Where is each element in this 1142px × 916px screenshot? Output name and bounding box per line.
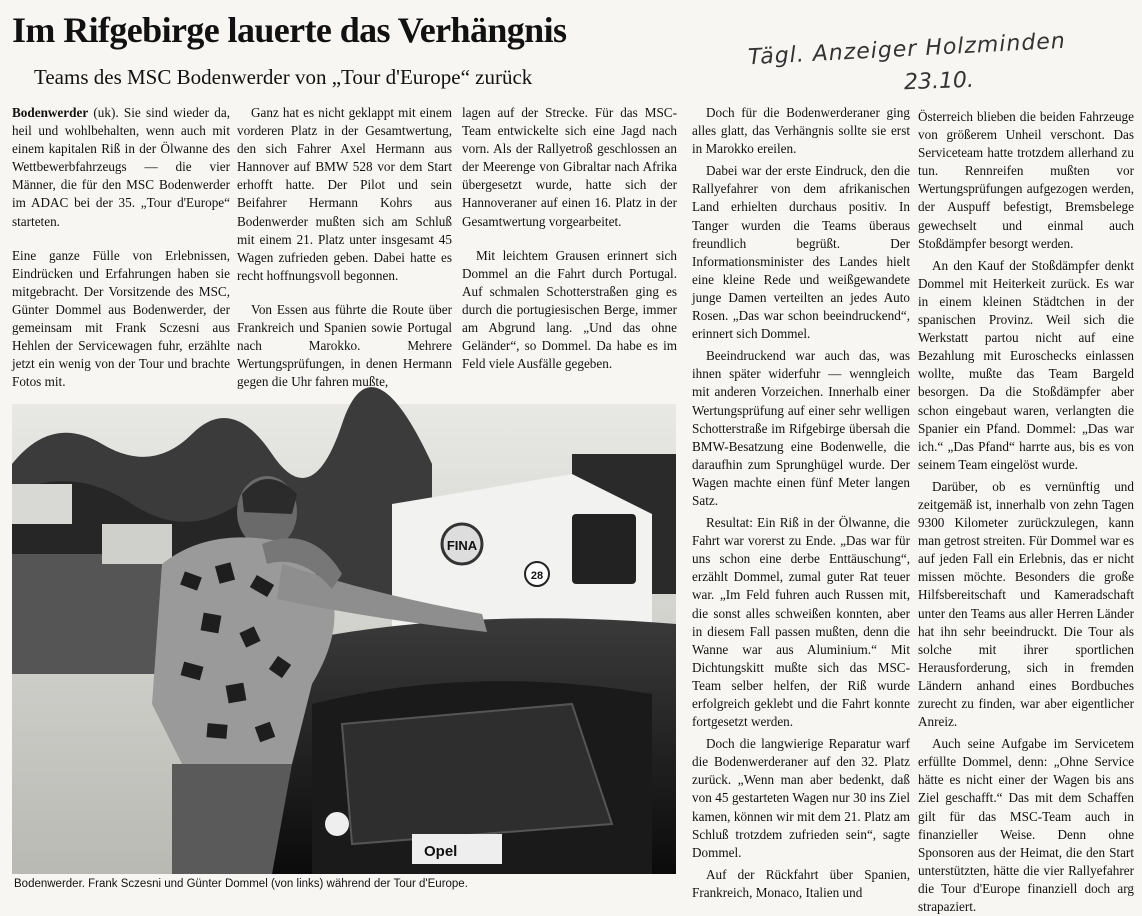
- paragraph: Österreich blieben die beiden Fahrzeuge von größerem Unheil verschont. Das Serviceteam hatte trotzdem allerhand zu tun. Rennreifen mußten vor Wertungsprüfungen aufgezogen werden, der Auspuff befestigt, Bremsbelege gewechselt und einmal auch Stoßdämpfer besorgt werden.: [918, 109, 1134, 251]
- paragraph: Auch seine Aufgabe im Servicetem erfüllte Dommel, denn: „Ohne Service hätte es nicht einer der Wagen bis ans Ziel geschafft.“ Das mit dem Schaffen gilt für das MSC-Team auch in finanzieller Weise. Denn ohne Sponsoren aus der Heimat, die den Start unterstützten, hätte die vier Rallyefahrer die Tour d'Europe finanziell doch arg strapaziert.: [918, 736, 1134, 915]
- column-5: [918, 108, 1134, 915]
- paragraph: Ganz hat es nicht geklappt mit einem vorderen Platz in der Gesamtwertung, den sich Fahrer Axel Hermann aus Hannover auf BMW 528 vor dem Start erhofft hatte. Der Pilot und sein Beifahrer Hermann Kohrs aus Bodenwerder mußten sich am Schluß mit einem 21. Platz unter insgesamt 45 Wagen zufrieden geben. Dabei hatte es recht hoffnungsvoll begonnen.: [237, 105, 452, 283]
- photo-illustration: [12, 404, 676, 874]
- photo-caption: Bodenwerder. Frank Sczesni und Günter Dommel (von links) während der Tour d'Europe.: [14, 878, 468, 890]
- car-sponsor-text: FINA: [446, 538, 478, 553]
- paragraph: Darüber, ob es vernünftig und zeitgemäß ist, innerhalb von zehn Tagen 9300 Kilometer zurückzulegen, kann man getrost streiten. Für Dommel war es auf jeden Fall ein Erlebnis, das er nicht missen möchte. Besonders die große Hilfsbereitschaft und Kameradschaft unter den Teams aus aller Herren Länder hat ihn sehr beeindruckt. Die Tour als solche mit ihrer sportlichen Herausforderung, sich in fremden Ländern anhand eines Bordbuches zurecht zu finden, war aber eigentlicher Anreiz.: [918, 478, 1134, 730]
- paragraph: Beeindruckend war auch das, was ihnen später widerfuhr — wenngleich mit anderen Vorzeichen. Innerhalb einer Wertungsprüfung auf einer sehr welligen Schotterstraße im Rifgebirge übersah die BMW-Besatzung eine Bodenwelle, die daraufhin zum Sprunghügel wurde. Der Wagen machte einen fünf Meter langen Satz.: [692, 348, 910, 508]
- column-4: [692, 104, 910, 900]
- column-2: [237, 104, 452, 407]
- headline: Im Rifgebirge lauerte das Verhängnis: [12, 10, 567, 50]
- paragraph: Dabei war der erste Eindruck, den die Rallyefahrer von dem afrikanischen Land erhielten durchaus positiv. In Tanger wurden die Teams überaus freundlich begrüßt. Der Informationsminister des Landes hielt eine kleine Rede und weißgewandete junge Damen verteilten an jedes Auto Rosen. „Das war schon beeindruckend“, erinnert sich Dommel.: [692, 163, 910, 342]
- paragraph-text: (uk). Sie sind wieder da, heil und wohlbehalten, wenn auch mit einem kapitalen Riß in der Ölwanne des Wettbewerbfahrzeugs — die vier Männer, die für den MSC Bodenwerder im ADAC bei der 35. „Tour d'Europe“ starteten.: [12, 105, 230, 229]
- paragraph: Auf der Rückfahrt über Spanien, Frankreich, Monaco, Italien und: [692, 866, 910, 900]
- handwritten-source: Tägl. Anzeiger Holzminden: [747, 28, 1067, 71]
- car-start-number: 28: [530, 570, 544, 582]
- paragraph: An den Kauf der Stoßdämpfer denkt Dommel mit Heiterkeit zurück. Es war in einem kleinen Städtchen in der spanischen Provinz. Weil sich die Werkstatt partou nicht auf eine Bezahlung mit Euroschecks einlassen wollte, mußte das Team Bargeld besorgen. Da die Stoßdämpfer aber schon eingebaut waren, verlangten die Spanier ein Pfand. Dommel: „Das war ich.“ „Das Pfand“ harrte aus, bis es von seinem Team eingelöst wurde.: [918, 257, 1134, 472]
- subheadline: Teams des MSC Bodenwerder von „Tour d'Europe“ zurück: [34, 65, 533, 89]
- column-3: [462, 104, 677, 389]
- column-1: [12, 104, 230, 407]
- paragraph: Von Essen aus führte die Route über Frankreich und Spanien sowie Portugal nach Marokko. Mehrere Wertungsprüfungen, in denen Hermann gegen die Uhr fahren mußte,: [237, 301, 452, 390]
- car-plate-text: Opel: [424, 843, 458, 860]
- article-photo: [12, 404, 676, 874]
- paragraph: Doch die langwierige Reparatur warf die Bodenwerderaner auf den 32. Platz zurück. „Wenn man aber bedenkt, daß von 45 gestarteten Wagen nur 30 ins Ziel kamen, können wir mit dem 21. Platz am Schluß trotzdem zufrieden sein“, sagte Dommel.: [692, 736, 910, 860]
- paragraph: lagen auf der Strecke. Für das MSC-Team entwickelte sich eine Jagd nach vorn. Als der Rallyetroß geschlossen an der Meerenge von Gibraltar nach Afrika übergesetzt wurde, hatte sich der Hannoveraner auf einen 16. Platz in der Gesamtwertung vorgearbeitet.: [462, 105, 677, 229]
- handwritten-date: 23.10.: [903, 67, 975, 96]
- handwritten-note: [747, 28, 1108, 96]
- paragraph: Doch für die Bodenwerderaner ging alles glatt, das Verhängnis sollte sie erst in Marokko ereilen.: [692, 105, 910, 157]
- paragraph: [12, 104, 230, 231]
- dateline: Bodenwerder: [12, 105, 89, 120]
- paragraph: Eine ganze Fülle von Erlebnissen, Eindrücken und Erfahrungen haben sie mitgebracht. Der Vorsitzende des MSC, Günter Dommel aus Bodenwerder, der gemeinsam mit Frank Sczesni aus Hehlen der Servicewagen fuhr, erzählte jetzt ein wenig von der Tour und brachte Fotos mit.: [12, 247, 230, 390]
- paragraph: Resultat: Ein Riß in der Ölwanne, die Fahrt war vorerst zu Ende. „Das war für uns schon eine derbe Enttäuschung“, erzählt Dommel, zumal guter Rat teuer war. „Im Feld fuhren auch Russen mit, die sonst alles schweißen konnten, aber in diesem Fall passen mußten, denn die Wanne war aus Aluminium.“ Mit Dichtungskitt mußte sich das MSC-Team selber helfen, der Riß wurde erfolgreich geklebt und die Fahrt konnte fortgesetzt werden.: [692, 515, 910, 730]
- paragraph: Mit leichtem Grausen erinnert sich Dommel an die Fahrt durch Portugal. Auf schmalen Schotterstraßen ging es durch die portugiesischen Berge, immer am Abgrund lang. „Und das ohne Geländer“, so Dommel. Da habe es im Feld viele Ausfälle gegeben.: [462, 247, 677, 372]
